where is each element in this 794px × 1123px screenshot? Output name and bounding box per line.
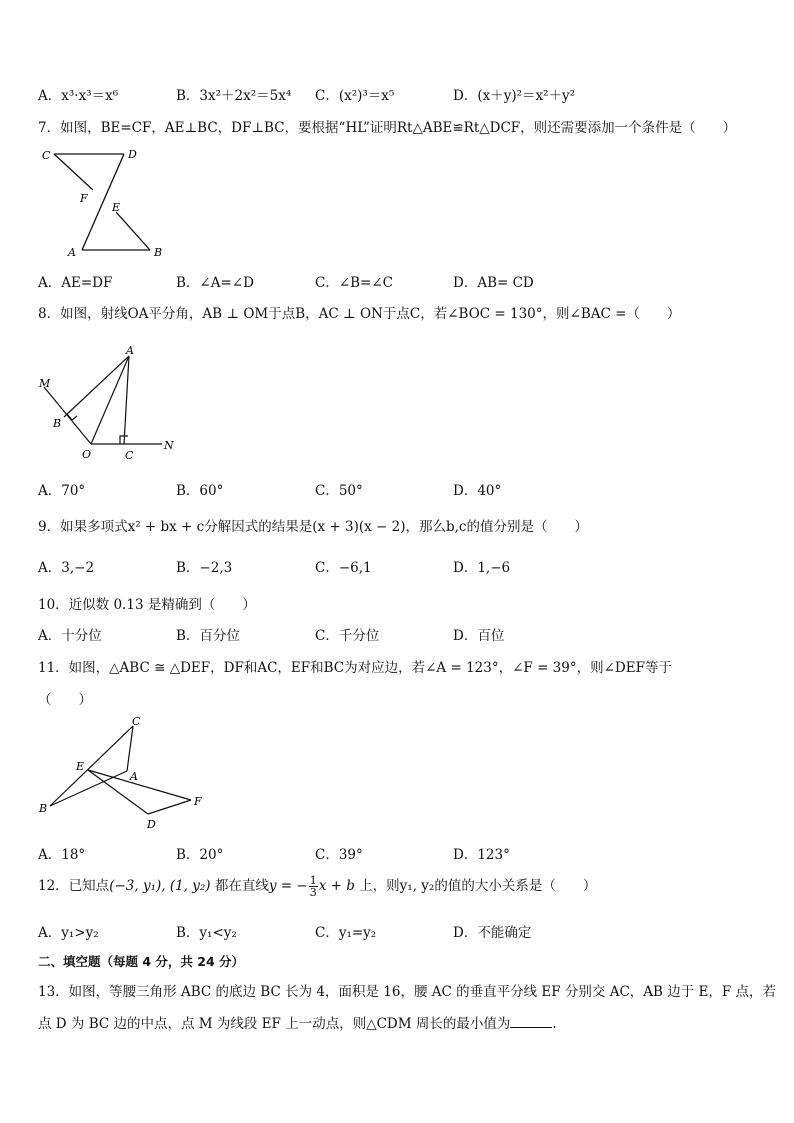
q9-option-c: C．−6,1 <box>315 560 372 576</box>
q6-option-c: C．(x²)³＝x⁵ <box>315 88 395 104</box>
q13-line1: 13．如图，等腰三角形 ABC 的底边 BC 长为 4，面积是 16，腰 AC 的垂直平分线 EF 分别交 AC，AB 边于 E，F 点，若 <box>38 984 777 1000</box>
q12-option-c: C．y₁=y₂ <box>315 925 377 941</box>
q12-pre: 12．已知点 <box>38 878 110 894</box>
q7-label-d: D <box>128 148 137 161</box>
q8-stem: 8．如图，射线OA平分角，AB ⊥ OM于点B，AC ⊥ ON于点C，若∠BOC = 130°，则∠BAC =（ ） <box>38 306 681 322</box>
q7-option-b: B．∠A=∠D <box>176 275 254 291</box>
q8-option-d: D．40° <box>453 483 502 499</box>
q10-option-d: D．百位 <box>453 628 505 644</box>
q8-option-c: C．50° <box>315 483 363 499</box>
q7-label-a: A <box>68 246 76 259</box>
section-heading: 二、填空题（每题 4 分，共 24 分） <box>38 954 245 969</box>
q11-option-c: C．39° <box>315 847 363 863</box>
q8-option-a: A．70° <box>38 483 86 499</box>
q11-option-d: D．123° <box>453 847 510 863</box>
q9-option-b: B．−2,3 <box>176 560 233 576</box>
q11-stem: 11．如图，△ABC ≅ △DEF，DF和AC，EF和BC为对应边，若∠A = 123°，∠F = 39°，则∠DEF等于 <box>38 660 672 676</box>
q8-label-a: A <box>126 344 134 357</box>
q7-option-c: C．∠B=∠C <box>315 275 394 291</box>
q12-points: (−3, y₁), (1, y₂) <box>109 878 211 894</box>
q11-label-a: A <box>130 770 138 783</box>
q10-stem: 10．近似数 0.13 是精确到（ ） <box>38 597 256 613</box>
q10-option-c: C．千分位 <box>315 628 380 644</box>
q8-label-c: C <box>125 449 134 462</box>
q6-option-d: D．(x＋y)²＝x²＋y² <box>453 88 576 104</box>
q7-label-e: E <box>112 201 121 214</box>
q12-option-b: B．y₁<y₂ <box>176 925 237 941</box>
q11-label-e: E <box>76 760 85 773</box>
q12-stem <box>38 874 596 898</box>
q11-option-b: B．20° <box>176 847 224 863</box>
q7-option-a: A．AE=DF <box>38 275 113 291</box>
q11-stem-paren: （ ） <box>38 692 92 708</box>
q9-option-d: D．1,−6 <box>453 560 511 576</box>
q12-eq-left: y = − <box>268 878 308 894</box>
q11-label-b: B <box>39 802 48 815</box>
q8-option-b: B．60° <box>176 483 224 499</box>
q12-frac-num: 1 <box>309 874 317 887</box>
q11-figure <box>36 714 216 834</box>
answer-blank[interactable] <box>510 1015 552 1028</box>
q6-option-b: B．3x²＋2x²＝5x⁴ <box>176 88 292 104</box>
q10-option-a: A．十分位 <box>38 628 102 644</box>
q9-stem: 9．如果多项式x² + bx + c分解因式的结果是(x + 3)(x − 2)，那么b,c的值分别是（ ） <box>38 519 588 535</box>
q8-label-m: M <box>39 377 51 390</box>
q7-stem: 7．如图，BE=CF，AE⊥BC，DF⊥BC，要根据“HL”证明Rt△ABE≌Rt△DCF，则还需要添加一个条件是（ ） <box>38 120 737 136</box>
q12-mid: 都在直线 <box>214 878 269 894</box>
q12-frac-den: 3 <box>309 886 317 899</box>
q12-option-d: D．不能确定 <box>453 925 532 941</box>
q13-line2-text: 点 D 为 BC 边的中点，点 M 为线段 EF 上一动点，则△CDM 周长的最小值为 <box>38 1016 511 1032</box>
q12-post: 上，则y₁, y₂的值的大小关系是（ ） <box>359 878 597 894</box>
q7-option-d: D．AB= CD <box>453 275 534 291</box>
q7-label-c: C <box>42 149 51 162</box>
q8-label-n: N <box>164 439 174 452</box>
q12-fraction <box>309 875 318 898</box>
q12-option-a: A．y₁>y₂ <box>38 925 99 941</box>
q10-option-b: B．百分位 <box>176 628 240 644</box>
q11-label-d: D <box>147 818 156 831</box>
q8-label-b: B <box>53 417 62 430</box>
q12-eq-right: x + b <box>318 878 355 894</box>
q11-option-a: A．18° <box>38 847 86 863</box>
q7-figure <box>38 142 178 262</box>
q13-line2 <box>38 1012 557 1032</box>
q6-option-a: A．x³·x³＝x⁶ <box>38 88 119 104</box>
q13-line2-end: . <box>552 1016 557 1032</box>
q7-label-f: F <box>80 192 88 205</box>
q11-label-c: C <box>132 715 141 728</box>
q11-label-f: F <box>194 795 202 808</box>
q7-label-b: B <box>154 246 163 259</box>
q9-option-a: A．3,−2 <box>38 560 95 576</box>
q8-figure <box>36 342 186 462</box>
q8-label-o: O <box>82 448 92 461</box>
